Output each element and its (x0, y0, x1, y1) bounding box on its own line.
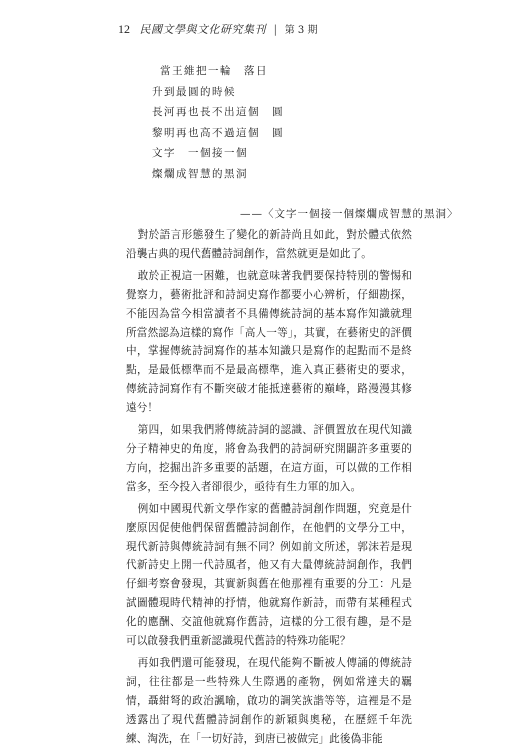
poem-citation: ——〈文字一個接一個燦爛成智慧的黑洞〉 (240, 208, 459, 220)
page-number: 12 (118, 22, 130, 36)
header-separator: | (273, 23, 278, 36)
paragraph: 第四，如果我們將傳統詩詞的認識、評價置放在現代知識分子精神史的角度，將會為我們的詩詞研究開闢許多重要的方向，挖掘出許多重要的話題，在這方面，可以做的工作相當多，至今投入者卻很少，亟待有生力軍的加入。 (126, 424, 412, 493)
page-header (118, 21, 317, 37)
body-text (126, 226, 412, 748)
paragraph: 再如我們還可能發現，在現代能夠不斷被人傳誦的傳統詩詞，往往都是一些特殊人生際遇的產物，例如常達夫的羈情，聶紺弩的政治諷喻，啟功的調笑詼諧等等，這裡是不是透露出了現代舊體詩詞創作的新穎與奧秘，在歷經千年洗練、淘洗，在「一切好詩，到唐已被做完」此後偽非能 (126, 656, 412, 745)
poem-line: 當王維把一輪 落日 (160, 65, 268, 77)
issue-label: 第 3 期 (284, 25, 318, 36)
paragraph: 對於語言形態發生了變化的新詩尚且如此，對於體式依然沿襲古典的現代舊體詩詞創作，當然就更是如此了。 (126, 229, 412, 260)
poem-line: 文字 一個接一個 (152, 147, 248, 159)
journal-title: 民國文學與文化研究集刊 (139, 23, 266, 36)
poem-line: 燦爛成智慧的黑洞 (152, 167, 248, 180)
paragraph: 例如中國現代新文學作家的舊體詩詞創作問題，究竟是什麼原因促使他們保留舊體詩詞創作，在他們的文學分工中，現代新詩與傳統詩詞有無不同？例如前文所述，郭沫若是現代新詩史上開一代詩風者，他又有大量傳統詩詞創作，我們仔細考察會發現，其實新與舊在他那裡有重要的分工：凡是試圖體現時代精神的抒情，他就寫作新詩，而帶有某種程式化的應酬、交誼他就寫作舊詩，這樣的分工很有趣，是不是可以啟發我們重新認識現代舊詩的特殊功能呢？ (126, 502, 412, 648)
poem-line: 長河再也長不出這個 圓 (152, 106, 284, 118)
poem-line: 升到最圓的時候 (152, 85, 236, 98)
paragraph: 敢於正視這一困難，也就意味著我們要保持特別的警惕和覺察力，藝術批評和詩詞史寫作都要小心辨析，仔細勘探，不能因為當今相當讀者不具備傳統詩詞的基本寫作知識就理所當然認為這樣的寫作「高人一等」，其實，在藝術史的評價中，掌握傳統詩詞寫作的基本知識只是寫作的起點而不是終點，是最低標準而不是最高標準，進入真正藝術史的要求，傳統詩詞寫作有不斷突破才能抵達藝術的巔峰，路漫漫其修遠兮！ (126, 269, 412, 415)
poem-line: 黎明再也高不過這個 圓 (152, 126, 284, 139)
poem-quote (152, 61, 284, 184)
